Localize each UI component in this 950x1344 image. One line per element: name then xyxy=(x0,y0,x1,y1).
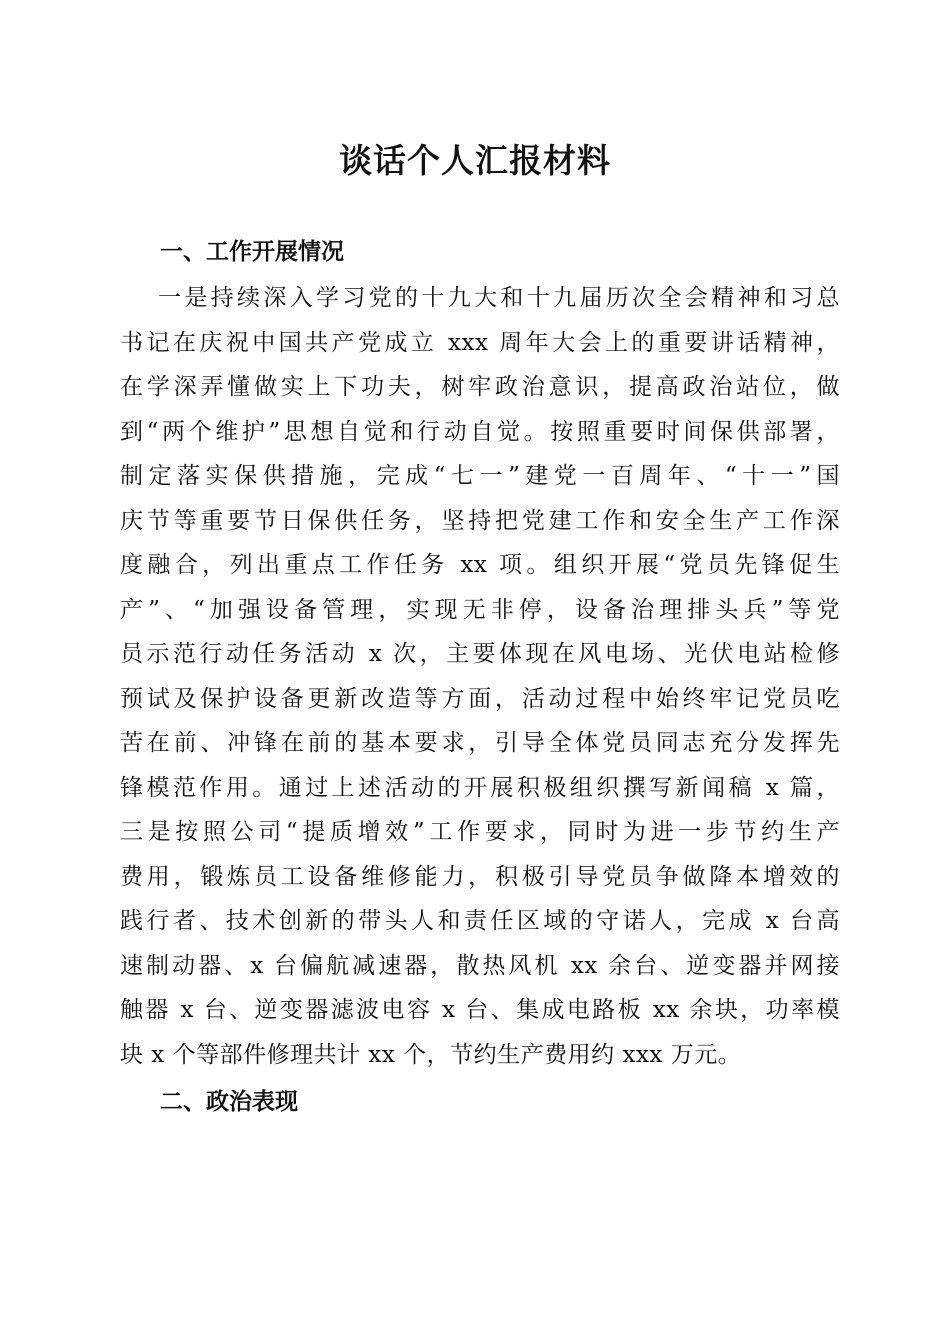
body-line: 锋模范作用。通过上述活动的开展积极组织撰写新闻稿 x 篇， xyxy=(120,774,840,801)
body-line: 践行者、技术创新的带头人和责任区域的守诺人，完成 x 台高 xyxy=(120,908,840,934)
body-line: 一是持续深入学习党的十九大和十九届历次全会精神和习总 xyxy=(158,285,840,311)
document-title: 谈话个人汇报材料 xyxy=(339,141,611,180)
body-line: 庆节等重要节日保供任务，坚持把党建工作和安全生产工作深 xyxy=(120,507,840,534)
body-line: 苦在前、冲锋在前的基本要求，引导全体党员同志充分发挥先 xyxy=(120,730,840,756)
section-heading-work: 一、工作开展情况 xyxy=(160,239,344,265)
body-line: 书记在庆祝中国共产党成立 xxx 周年大会上的重要讲话精神， xyxy=(120,329,840,356)
body-line: 度融合，列出重点工作任务 xx 项。组织开展“党员先锋促生 xyxy=(120,552,840,578)
body-line: 制定落实保供措施，完成“七一”建党一百周年、“十一”国 xyxy=(120,463,840,489)
body-line: 在学深弄懂做实上下功夫，树牢政治意识，提高政治站位，做 xyxy=(120,374,840,400)
body-line: 触器 x 台、逆变器滤波电容 x 台、集成电路板 xx 余块，功率模 xyxy=(120,997,840,1023)
body-line: 费用，锻炼员工设备维修能力，积极引导党员争做降本增效的 xyxy=(120,863,840,890)
body-line: 产”、“加强设备管理，实现无非停，设备治理排头兵”等党 xyxy=(120,596,840,623)
body-line: 三是按照公司“提质增效”工作要求，同时为进一步节约生产 xyxy=(120,819,840,845)
body-line: 块 x 个等部件修理共计 xx 个，节约生产费用约 xxx 万元。 xyxy=(120,1041,742,1068)
body-line: 预试及保护设备更新改造等方面，活动过程中始终牢记党员吃 xyxy=(120,685,840,712)
body-line: 速制动器、x 台偏航减速器，散热风机 xx 余台、逆变器并网接 xyxy=(120,952,840,979)
body-line: 到“两个维护”思想自觉和行动自觉。按照重要时间保供部署， xyxy=(120,418,840,445)
body-line: 员示范行动任务活动 x 次，主要体现在风电场、光伏电站检修 xyxy=(120,641,840,667)
section-heading-politics: 二、政治表现 xyxy=(160,1089,298,1115)
section-body-work xyxy=(120,276,840,1077)
